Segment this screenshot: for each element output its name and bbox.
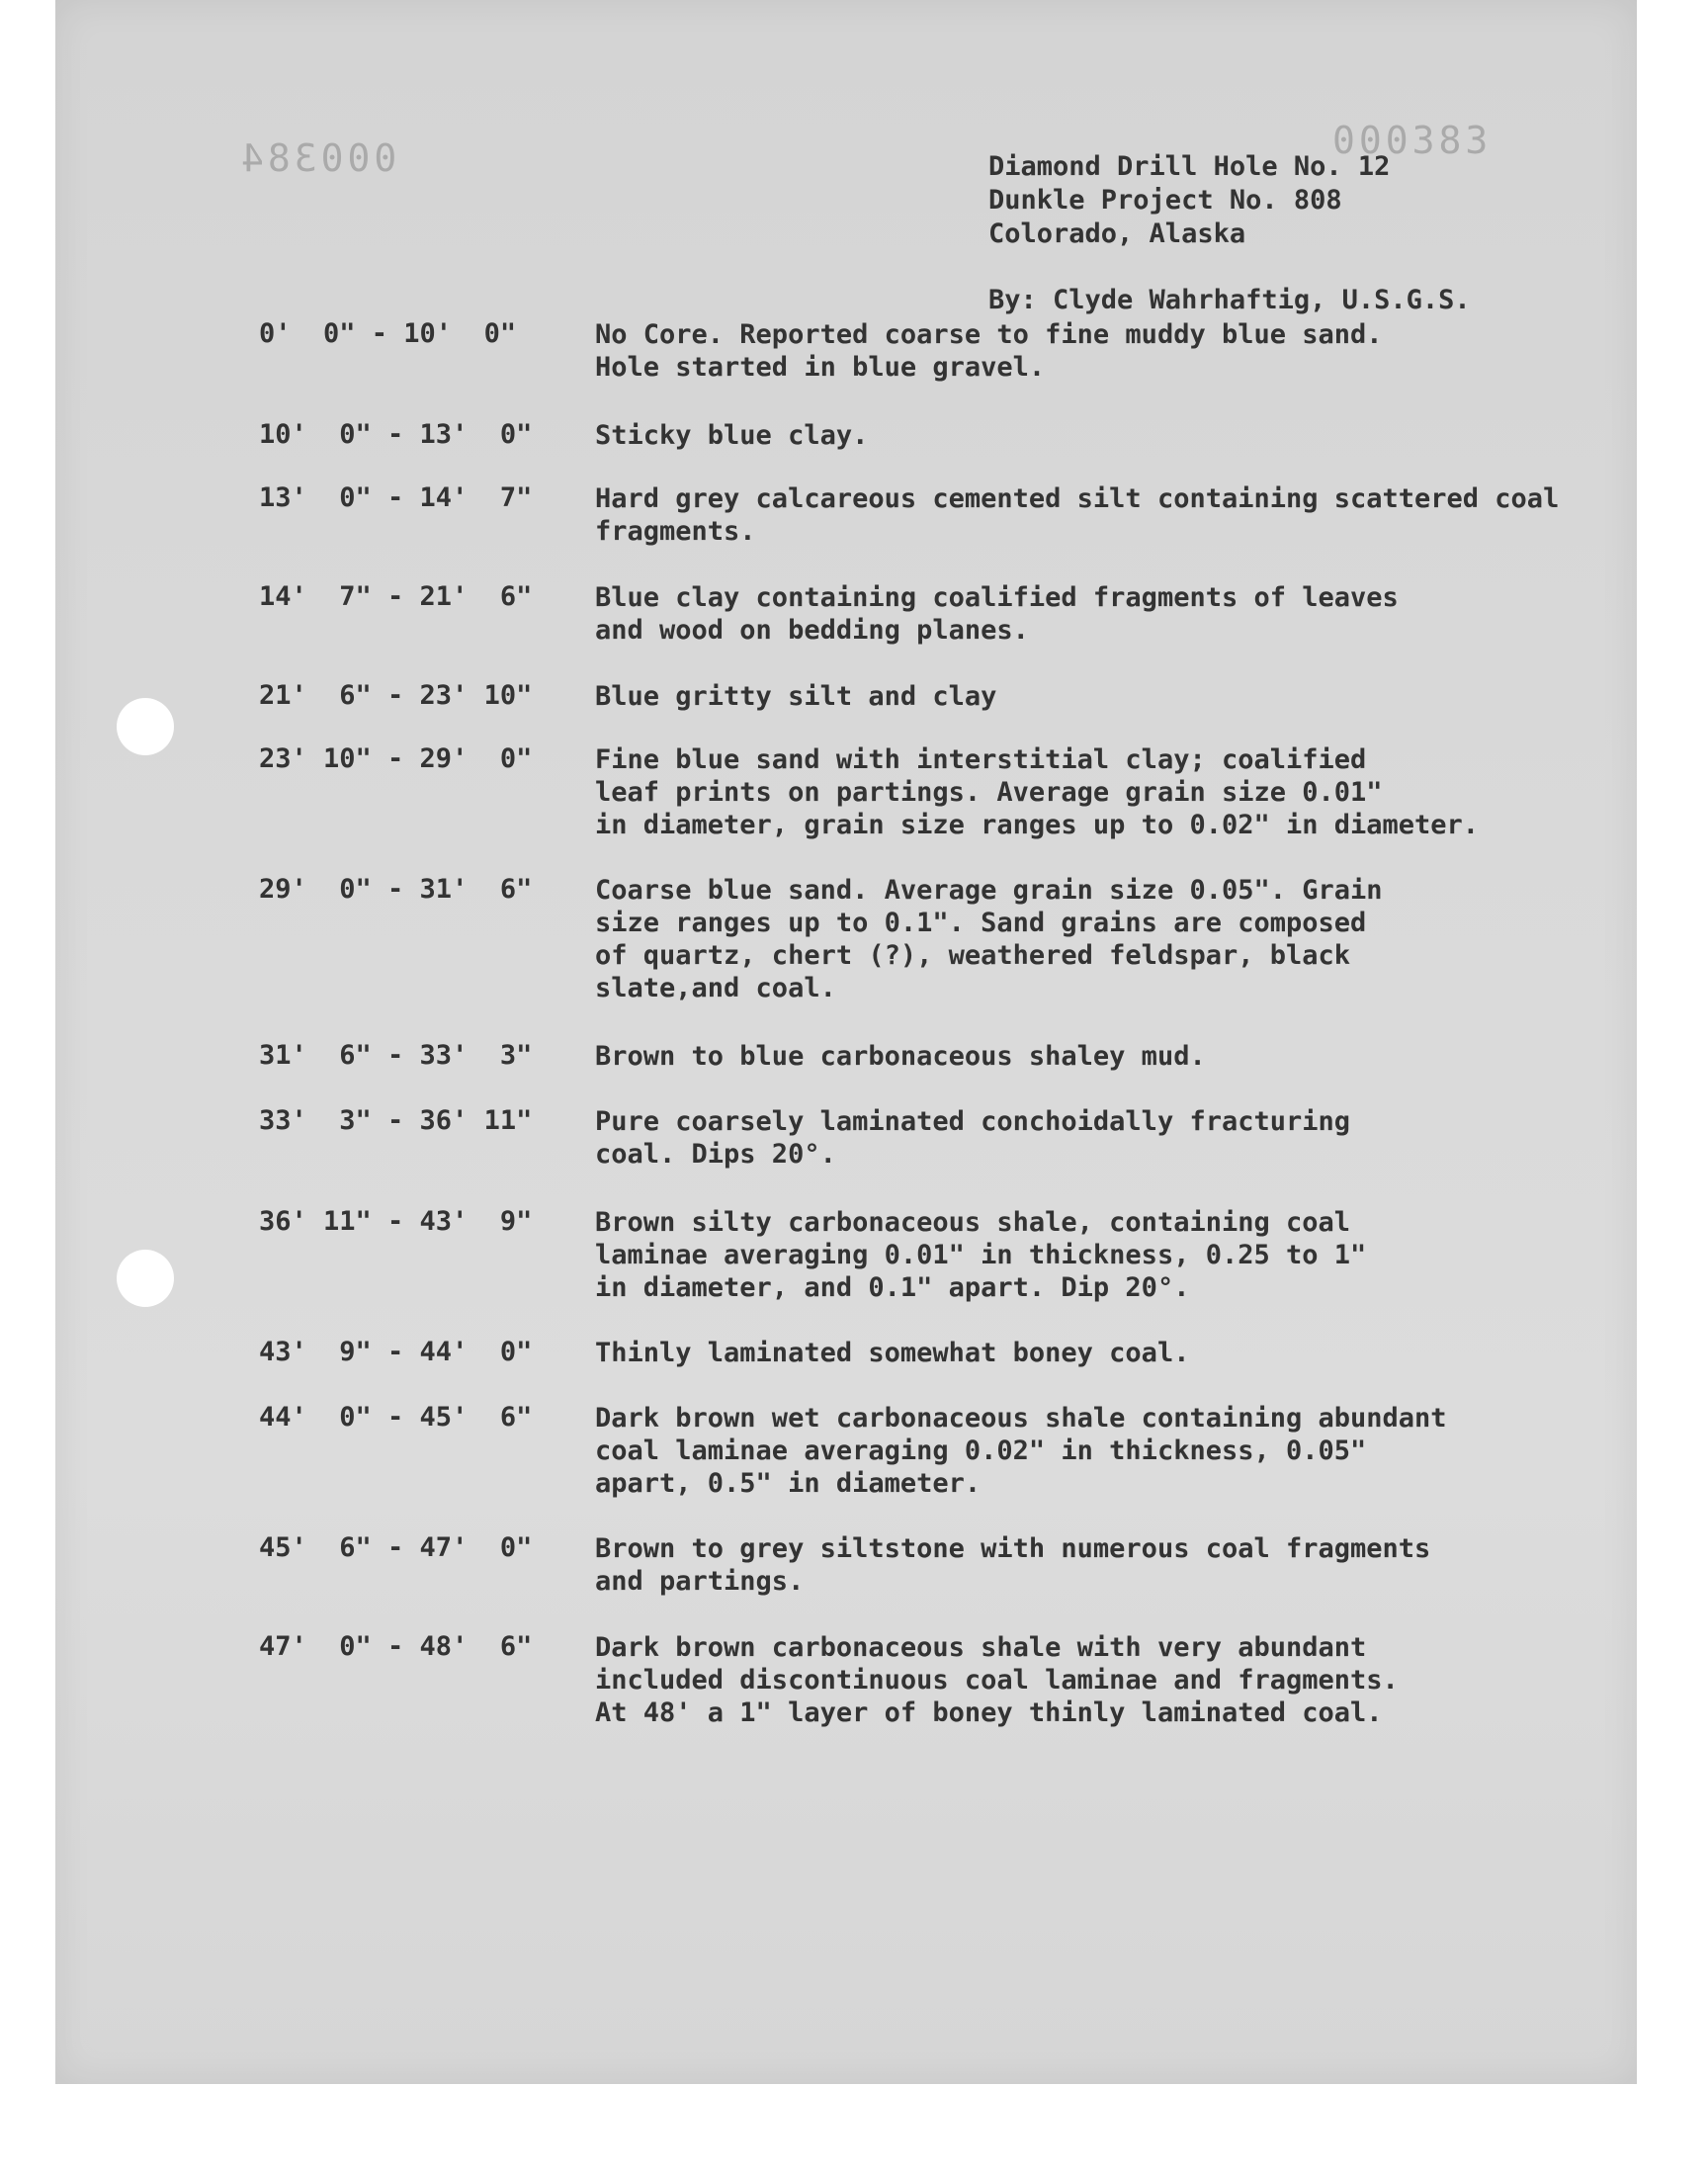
page-number-stamp-mirrored: 000384 xyxy=(237,136,397,180)
depth-interval: 10' 0" - 13' 0" xyxy=(259,419,533,450)
core-description: Brown silty carbonaceous shale, containing coal laminae averaging 0.01" in thickness, 0.25 to 1" in diameter, and 0.1" apart. Dip 20°. xyxy=(595,1207,1367,1303)
core-description: Dark brown wet carbonaceous shale containing abundant coal laminae averaging 0.02" in thickness, 0.05" apart, 0.5" in diameter. xyxy=(595,1403,1447,1499)
punch-hole-bottom xyxy=(117,1250,174,1307)
header-location: Colorado, Alaska xyxy=(988,218,1246,249)
depth-interval: 43' 9" - 44' 0" xyxy=(259,1337,533,1367)
core-description: No Core. Reported coarse to fine muddy blue sand. Hole started in blue gravel. xyxy=(595,319,1383,383)
document-header xyxy=(988,150,1390,251)
core-description: Sticky blue clay. xyxy=(595,420,869,451)
depth-interval: 45' 6" - 47' 0" xyxy=(259,1532,533,1563)
core-description: Thinly laminated somewhat boney coal. xyxy=(595,1338,1190,1368)
page-number-stamp: 000383 xyxy=(1332,119,1493,162)
depth-interval: 36' 11" - 43' 9" xyxy=(259,1206,533,1237)
core-description: Pure coarsely laminated conchoidally fracturing coal. Dips 20°. xyxy=(595,1106,1351,1170)
author-byline: By: Clyde Wahrhaftig, U.S.G.S. xyxy=(988,285,1471,315)
header-project-number: Dunkle Project No. 808 xyxy=(988,185,1342,216)
core-description: Hard grey calcareous cemented silt containing scattered coal fragments. xyxy=(595,483,1560,547)
core-description: Dark brown carbonaceous shale with very abundant included discontinuous coal laminae and fragments. At 48' a 1" layer of boney thinly laminated coal. xyxy=(595,1632,1399,1728)
core-description: Brown to grey siltstone with numerous coal fragments and partings. xyxy=(595,1533,1431,1597)
core-description: Coarse blue sand. Average grain size 0.05". Grain size ranges up to 0.1". Sand grains are composed of quartz, chert (?), weathered feldspar, black slate,and coal. xyxy=(595,875,1383,1003)
header-hole-number: Diamond Drill Hole No. 12 xyxy=(988,151,1391,182)
depth-interval: 13' 0" - 14' 7" xyxy=(259,482,533,513)
depth-interval: 47' 0" - 48' 6" xyxy=(259,1631,533,1662)
depth-interval: 21' 6" - 23' 10" xyxy=(259,680,533,711)
depth-interval: 14' 7" - 21' 6" xyxy=(259,581,533,612)
core-description: Brown to blue carbonaceous shaley mud. xyxy=(595,1041,1206,1072)
depth-interval: 33' 3" - 36' 11" xyxy=(259,1105,533,1136)
punch-hole-top xyxy=(117,698,174,755)
core-description: Blue gritty silt and clay xyxy=(595,681,997,712)
core-description: Blue clay containing coalified fragments of leaves and wood on bedding planes. xyxy=(595,582,1399,646)
depth-interval: 29' 0" - 31' 6" xyxy=(259,874,533,905)
depth-interval: 44' 0" - 45' 6" xyxy=(259,1402,533,1433)
core-description: Fine blue sand with interstitial clay; coalified leaf prints on partings. Average grain size 0.01" in diameter, grain size ranges up to 0.02" in diameter. xyxy=(595,744,1480,840)
depth-interval: 23' 10" - 29' 0" xyxy=(259,743,533,774)
depth-interval: 31' 6" - 33' 3" xyxy=(259,1040,533,1071)
depth-interval: 0' 0" - 10' 0" xyxy=(259,318,517,349)
